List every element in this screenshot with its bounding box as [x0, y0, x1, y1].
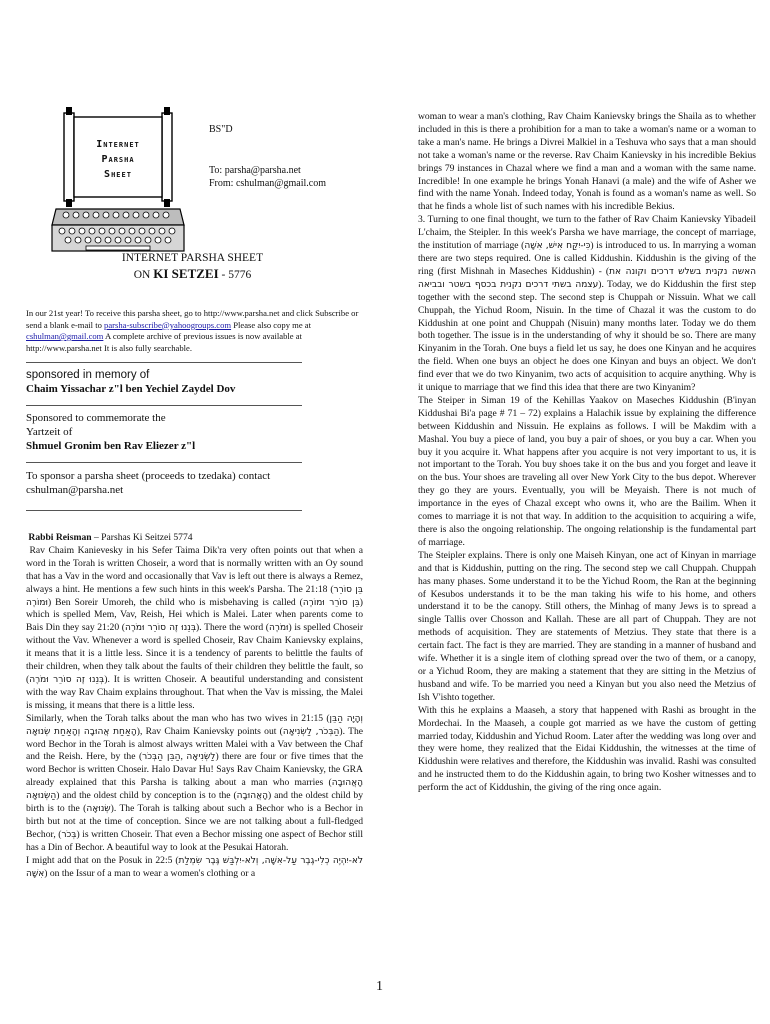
- divider: [26, 510, 302, 511]
- sponsor-contact: To sponsor a parsha sheet (proceeds to tzedaka) contact cshulman@parsha.net: [26, 470, 271, 496]
- contact-block: [209, 164, 326, 190]
- sponsor-memory-label: sponsored in memory of: [26, 369, 150, 381]
- parsha-title: [24, 266, 361, 282]
- left-paragraph-3: I might add that on the Posuk in 22:5 (לֹא-יִהְיֶה כְלִי-גֶבֶר עַל-אִשָּׁה, וְלֹא-יִלְבַּשׁ גֶּבֶר שִׂמְלַת אִשָּׁה) on the Issur of a man to wear a women's clothing or a: [26, 854, 363, 879]
- sponsor-contact-email: cshulman@parsha.net: [26, 484, 124, 496]
- right-paragraph-1: woman to wear a man's clothing, Rav Chaim Kanievsky brings the Shaila as to whether included in this is there a prohibition for a man to take a woman's name or a woman to take a man's name. He brings a Divrei Malkiel in a Teshuva who says that a man should not take a woman's name or the reverse. Rav Chaim Kanievsky in his incredible Bekius brings 79 instances in Chazal where we find a man and a woman with the same name. Incredible! In one example he brings Yonah Hanavi (a male) and the wife of Asher we find with the name Yonah. Indeed today, Yonah is found as a woman's name as well. So that he finds a whole list of such names with his incredible Bekius.: [418, 111, 756, 213]
- article-author: Rabbi Reisman: [28, 532, 92, 543]
- sponsor-memory: [26, 368, 235, 396]
- left-paragraph-2: Similarly, when the Torah talks about the man who has two wives in 21:15 (וְהָיָה הַבֵּן הָאַחַת אֲהוּבָה וְהָאַחַת שְׂנוּאָה), Rav Chaim Kanievsky points out (הַבְּכֹר, לַשְּׂנִיאָה). The word Bechor in the Torah is almost always written Malei with a Vav between the Chaf and the Reish. Here, by the (הַבֵּן הַבְּכֹר, לַשְּׂנִיאָה) there are four or five times that the word Bechor is written Choseir. Halo Davar Hu! Says Rav Chaim Kanievsky, the GRA already explained that this Parsha is talking about a man who marries (הָאֲהוּבָה הַשְּׂנוּאָה) and the oldest child by conception is to the (הָאֲהוּבָה) and the oldest child by birth is to the (שְּׂנוּאָה). The Torah is talking about such a Bechor who is a Bechor in birth but not at the time of conception. Since we are not talking about a full-fledged Bechor, (בְּכֹר) is written Choseir. That even a Bechor missing one aspect of Bechor still has a Din of Bechor. A beautiful way to look at the Pesukai Hatorah.: [26, 712, 364, 853]
- subscribe-email-link[interactable]: parsha-subscribe@yahoogroups.com: [104, 319, 232, 330]
- article-byline: Rabbi Reisman – Parshas Ki Seitzei 5774: [28, 532, 193, 543]
- left-column: [26, 532, 363, 880]
- sponsor-yartzeit-name: Shmuel Gronim ben Rav Eliezer z"l: [26, 440, 196, 452]
- scroll-typewriter-icon: [50, 107, 186, 257]
- sheet-title: INTERNET PARSHA SHEET: [121, 252, 264, 264]
- internet-parsha-sheet-logo: [50, 107, 186, 257]
- parsha-year: - 5776: [221, 269, 252, 281]
- intro-paragraph: In our 21st year! To receive this parsha sheet, go to http://www.parsha.net and click Subscribe or send a blank e-mail to parsha-subscribe@yahoogroups.com Please also copy me at cshulman@gmail.com A complete archive of previous issues is now available at http://www.parsha.net It is also fully searchable.: [26, 308, 359, 353]
- right-paragraph-4: The Steipler explains. There is only one Maiseh Kinyan, one act of Kinyan in marriage and that is Kiddushin, putting on the ring. The second step we call Chuppah. Chuppah has many phases. Some understand it to be the Yichud Room, the Ran at the beginning of Kesubos understands it to be the man taking his wife to his home, and others understand it to be the canopy. Still others, the Minhag of many Jews is to spread a single Tallis over Chosson and Kallah. These are all part of Chuppah. They are not methods of acquisition. They are statements of Metzius. They state that there is a certain fact. The fact is they are married. They are standing in a manner of husband and wife. Whether it is a single item of clothing spread over the two of them, or a canopy, or a Yichud Room, they are making a statement that they are sitting in the Metzius of husband and wife. To be married you need a Kinyan but you also need the Metzius of Ish V'ishto together.: [418, 549, 756, 703]
- left-paragraph-1: Rav Chaim Kanievesky in his Sefer Taima Dik'ra very often points out that when a word in the Torah is written Choseir, a word that is normally written with an Oy sound that has a Vav in the word and occasionally that Vav is left out there is always a Remez, always a hint. He mentions a few such hints in this week's Parsha. The 21:18 (בֵּן סוֹרֵר וּמוֹרֶה) Ben Soreir Umoreh, the child who is misbehaving is called (בֵּן סוֹרֵר וּמוֹרֶה) which is spelled Mem, Vav, Reish, Hei which is Malei. Later when parents come to Bais Din they say 21:20 (בְּנֵנוּ זֶה סוֹרֵר וּמֹרֶה). There the word (וּמֹרֶה) is spelled Choseir without the Vav. Whenever a word is spelled Choseir, Rav Chaim Kanievsky explains, it means that it is a little less. Since it is a tendency of parents to belittle the faults of their children, when they talk about the faults of their children they belittle the fault, so (בְּנֵנוּ זֶה סוֹרֵר וּמֹרֶה). It is written Choseir. A beautiful understanding and consistent with the way Rav Chaim explains throughout. That when the Vav is missing, the Malei is missing, it means that there is a little less.: [26, 544, 364, 711]
- page-number: 1: [376, 979, 383, 994]
- bsd-mark: BS"D: [209, 124, 233, 135]
- divider: [26, 405, 302, 406]
- to-address: To: parsha@parsha.net: [209, 165, 301, 176]
- divider: [26, 462, 302, 463]
- parsha-name: KI SETZEI: [153, 266, 219, 281]
- right-column: [418, 111, 756, 795]
- logo-line-3: Sheet: [104, 169, 132, 180]
- divider: [26, 362, 302, 363]
- parsha-title-on: ON: [133, 269, 151, 281]
- editor-email-link[interactable]: cshulman@gmail.com: [26, 331, 104, 341]
- sponsor-yartzeit: Sponsored to commemorate the Yartzeit of Shmuel Gronim ben Rav Eliezer z"l: [26, 412, 196, 452]
- logo-line-1: Internet: [96, 139, 140, 150]
- from-address: From: cshulman@gmail.com: [209, 178, 326, 189]
- right-paragraph-3: The Steiper in Siman 19 of the Kehillas Yaakov on Maseches Kiddushin (B'inyan Kiddushai Bi'a page # 71 – 72) explains a Halachik issue by explaining the difference between Kiddushin and Nissuin. He explains as follows. I will be Makdim with a Mashal. You buy a piece of land, you buy a pair of shoes, or you buy a car. When you buy it you acquire it. What happens after you acquire is not very important to us, it is not important to the Torah. You buy shoes take it on the bus and you forget and leave it on the bus. Your shoes are traveling all over New York City to the bus depot. Wherever they go they are yours. Eventually, you will be Meyaish. There is not much of importance in the eyes of Chazal except who owns it, who are the Bailim. When it comes to marriage it is not that way. In addition to the acquisition to acquiring a wife, there is also the ongoing relationship. The ongoing relationship is the fundamental part of marriage.: [418, 394, 756, 548]
- sponsor-memory-name: Chaim Yissachar z"l ben Yechiel Zaydel Dov: [26, 383, 236, 395]
- logo-line-2: Parsha: [101, 154, 135, 165]
- right-paragraph-5: With this he explains a Maaseh, a story that happened with Rashi as brought in the Mordechai. In the Maaseh, a couple got married as we have the custom of getting married today, Kiddushin and Yichud Room. Later after the wedding was long over and they were home, they realized that the Eidai Kiddushin, the witnesses at the time of Kiddushin were relatives and therefore, the Kiddushin was invalid. Rashi was consulted and he instructed them to do the Kiddushin again, to bring two Kosher witnesses and to perform the act of Kiddushin, the giving of the ring once again.: [418, 704, 756, 794]
- right-paragraph-2: 3. Turning to one final thought, we turn to the father of Rav Chaim Kanievsky Yibadeil L'chaim, the Steipler. In this week's Parsha we have marriage, the concept of marriage, the institution of marriage (כִּי-יִקַּח אִישׁ, אִשָּׁה) is introduced to us. In marrying a woman there are two steps required. One is called Kiddushin. Kiddushin is the giving of the ring (first Mishnah in Maseches Kiddushin) - (האשה נקנית בשלש דרכים וקונה את עצמה בשתי דרכים נקנית בכסף בשטר ובביאה). Today, we do Kiddushin the first step together with the second step. The second step is Chuppah or Nissuin. What we call Chuppah, the Yichud Room, Nisuin. In the time of Chazal it was the custom to do Kiddushin at one point and Chuppah (Nisuin) many months later. Today we do them both together. The issue is in the understanding of why it should be so. There are many Kinyanim in the Torah. One buys a field let us say, he does one Kinyan and he acquires the field. When one buys an object he does one Kinyan and buys an object. We don't find ever that we do two Kinyanim, two acts of acquisition to acquire anything. Why is it unique to marriage that we find this idea that there are two Kinyanim?: [418, 214, 757, 394]
